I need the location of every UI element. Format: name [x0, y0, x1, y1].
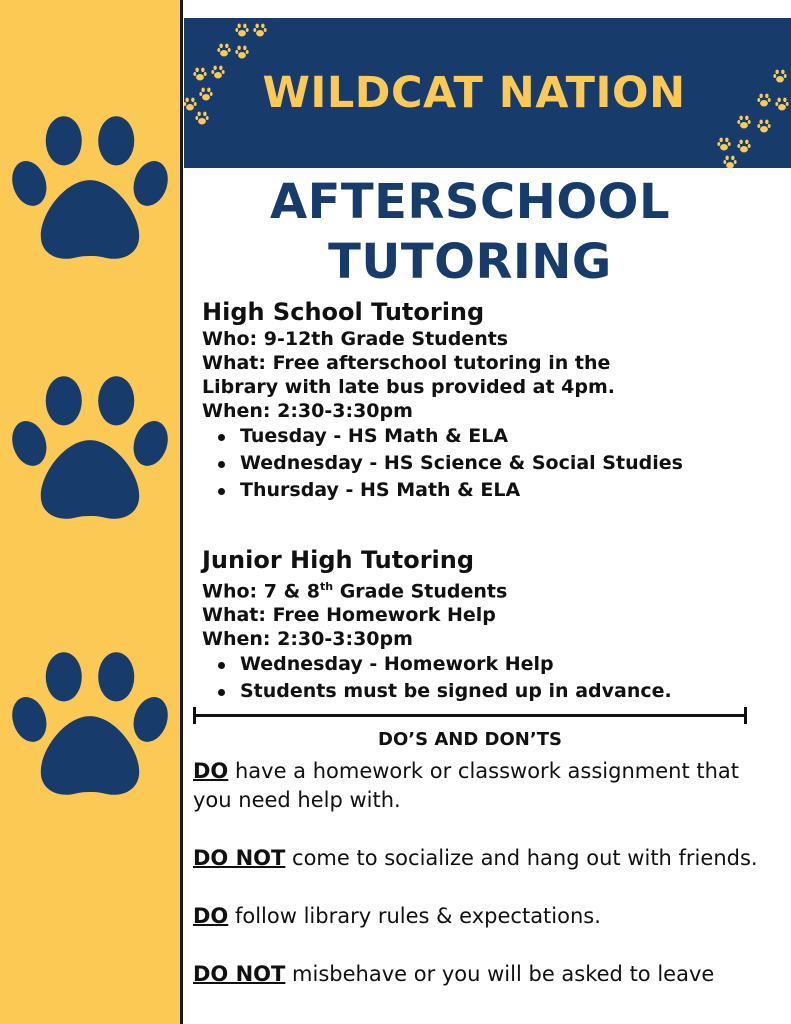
high-school-schedule-list [202, 423, 782, 504]
list-item [193, 902, 773, 931]
junior-high-heading: Junior High Tutoring [202, 546, 475, 574]
rule-keyword: DO [193, 759, 229, 783]
section-divider-cap [744, 707, 747, 724]
page-title-line-2: TUTORING [328, 234, 612, 290]
high-school-what-line-2: Library with late bus provided at 4pm. [202, 376, 616, 398]
section-divider [193, 714, 747, 717]
banner-title: WILDCAT NATION [262, 68, 686, 118]
paw-print-icon [8, 108, 172, 272]
section-divider-cap [193, 707, 196, 724]
list-item [193, 960, 773, 989]
rule-text: misbehave or you will be asked to leave [285, 962, 715, 986]
list-item [193, 844, 773, 873]
dos-donts-heading: DO’S AND DON’TS [378, 729, 562, 750]
list-item: Thursday - HS Math & ELA [240, 477, 782, 504]
junior-high-section [202, 545, 782, 705]
page-title-line-1: AFTERSCHOOL [269, 174, 671, 230]
high-school-when: When: 2:30-3:30pm [202, 400, 413, 422]
paw-print-icon [8, 368, 172, 532]
list-item: Wednesday - Homework Help [240, 651, 782, 678]
rule-keyword: DO NOT [193, 846, 286, 870]
high-school-section [202, 297, 782, 504]
junior-high-what: What: Free Homework Help [202, 604, 496, 627]
list-item [193, 757, 773, 815]
dos-donts-list [193, 757, 773, 1018]
junior-high-who-suffix: Grade Students [333, 580, 508, 603]
high-school-who: Who: 9-12th Grade Students [202, 328, 509, 350]
list-item: Students must be signed up in advance. [240, 678, 782, 705]
header-banner [184, 18, 791, 168]
list-item: Wednesday - HS Science & Social Studies [240, 450, 782, 477]
rule-keyword: DO NOT [193, 962, 286, 986]
high-school-what-line-1: What: Free afterschool tutoring in the [202, 352, 611, 374]
junior-high-schedule-list [202, 651, 782, 705]
paw-print-icon [8, 644, 172, 808]
list-item: Tuesday - HS Math & ELA [240, 423, 782, 450]
junior-high-who [202, 575, 782, 603]
rule-text: come to socialize and hang out with friends. [285, 846, 758, 870]
high-school-heading: High School Tutoring [202, 298, 485, 326]
page-title [184, 172, 756, 292]
junior-high-who-prefix: Who: 7 & 8 [202, 580, 320, 603]
rule-keyword: DO [193, 904, 229, 928]
rule-text: follow library rules & expectations. [228, 904, 601, 928]
rule-text: have a homework or classwork assignment that you need help with. [193, 759, 739, 812]
junior-high-who-sup: th [320, 580, 334, 593]
sidebar-divider [180, 0, 183, 1024]
junior-high-when: When: 2:30-3:30pm [202, 628, 413, 651]
